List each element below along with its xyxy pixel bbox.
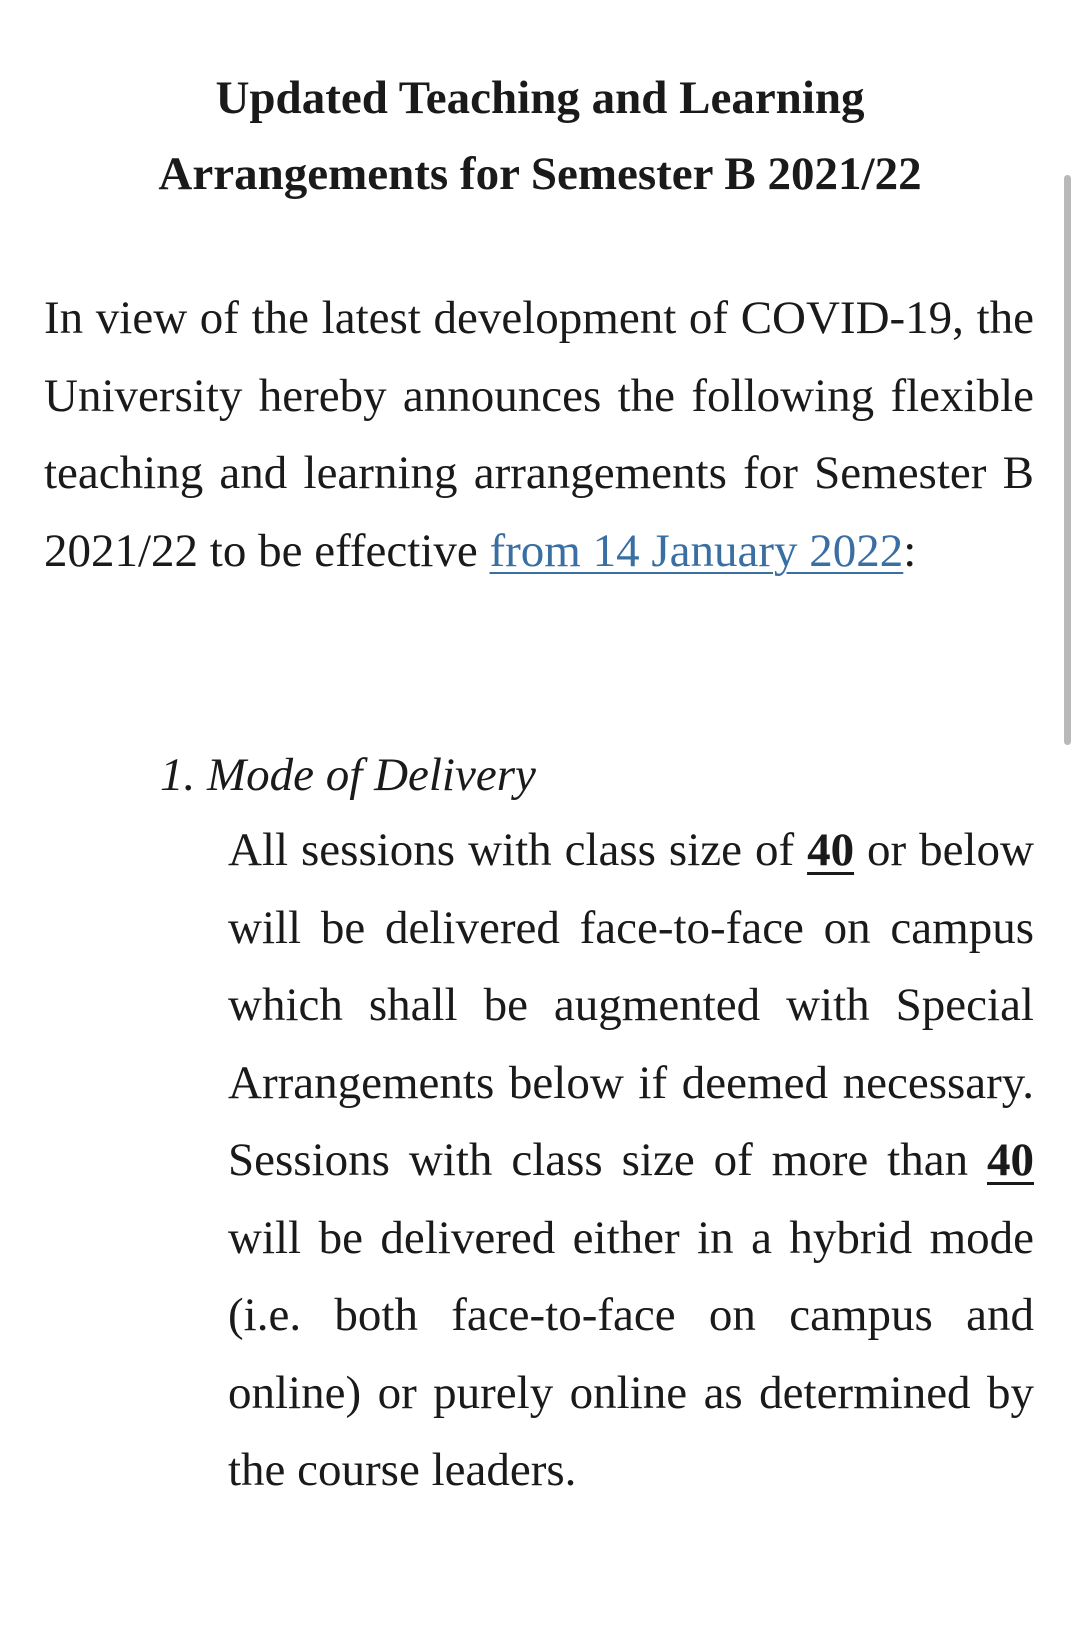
intro-text: In view of the latest development of COVID-19, the University hereby announces the following flexible teaching and learning arrangements for Semester B 2021/22 to be effective bbox=[44, 292, 1034, 577]
class-size-threshold-2: 40 bbox=[987, 1134, 1034, 1186]
section-body-mode-of-delivery bbox=[228, 812, 1034, 1510]
title-line-1: Updated Teaching and Learning bbox=[215, 72, 865, 124]
section-heading-mode-of-delivery: 1. Mode of Delivery bbox=[160, 749, 536, 801]
vertical-scrollbar[interactable] bbox=[1064, 175, 1071, 745]
intro-colon: : bbox=[903, 524, 917, 577]
class-size-threshold-1: 40 bbox=[807, 824, 855, 876]
section-text-part-2: or below will be delivered face-to-face on campus which shall be augmented with Special Arrangements below if deemed necessary. Sessions with class size of more than bbox=[228, 824, 1035, 1186]
effective-date-link[interactable]: from 14 January 2022 bbox=[489, 524, 904, 577]
section-text-part-1: All sessions with class size of bbox=[228, 824, 808, 876]
page-title bbox=[0, 60, 1080, 212]
section-text-part-3: will be delivered either in a hybrid mode (i.e. both face-to-face on campus and online) or purely online as determined by the course leaders. bbox=[228, 1211, 1034, 1496]
intro-paragraph bbox=[44, 280, 1034, 590]
title-line-2: Arrangements for Semester B 2021/22 bbox=[158, 148, 922, 200]
